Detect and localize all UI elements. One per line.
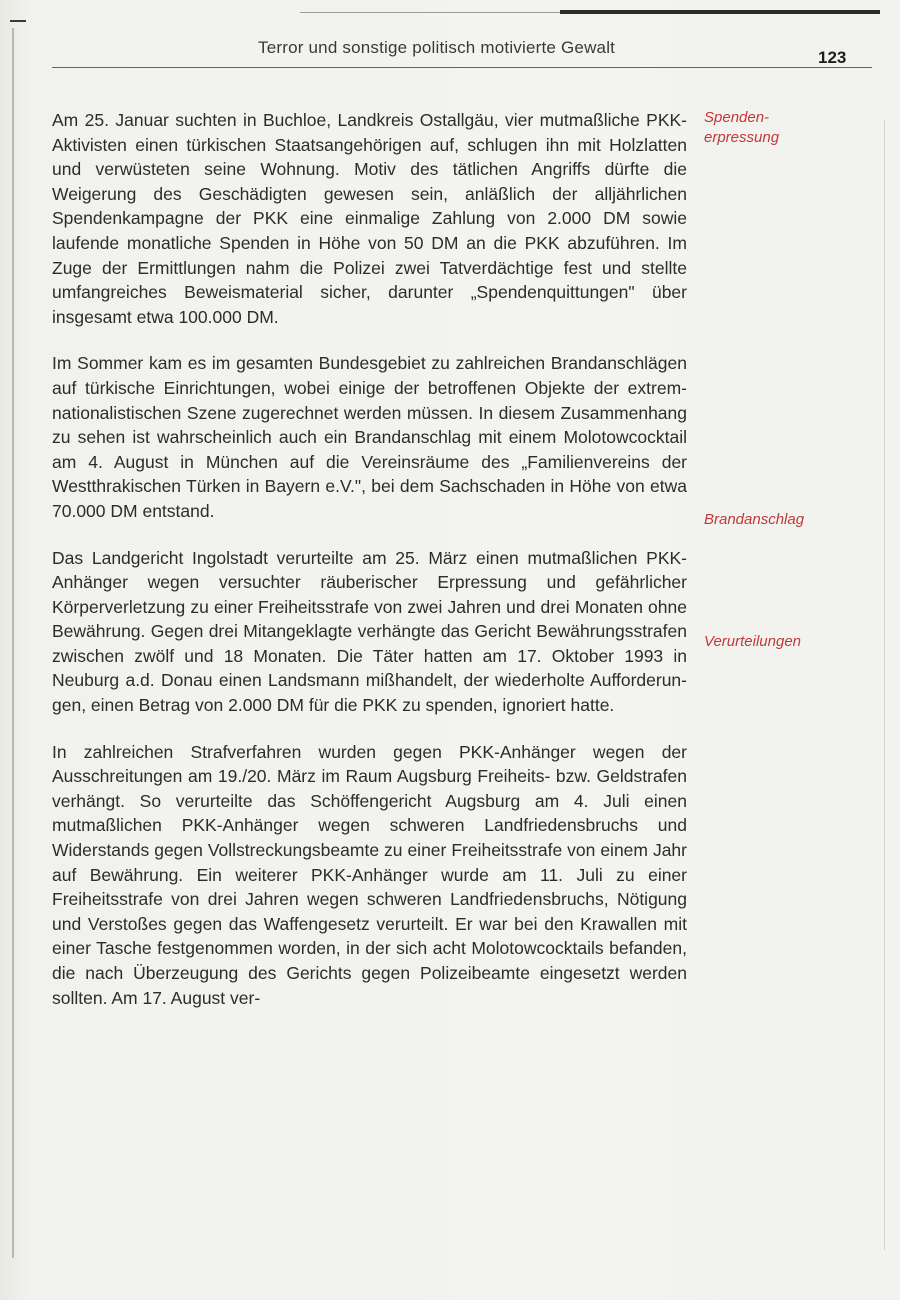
page-number: 123 [818, 48, 847, 67]
crop-mark [10, 20, 26, 28]
binding-edge [12, 28, 14, 1258]
page-edge-right [884, 120, 885, 1250]
paragraph-strafverfahren: In zahlreichen Strafverfahren wurden gegen PKK-Anhänger wegen der Ausschreitungen am 19./20. März im Raum Augsburg Freiheits- bzw. Geldstrafen verhängt. So verurteilte das Schöffengericht Augsburg am 4. Juli einen mutmaßlichen PKK-Anhänger wegen schweren Landfriedensbruchs und Widerstands gegen Vollstreckungsbeamte zu einer Freiheitsstrafe von einem Jahr auf Bewährung. Ein weiterer PKK-Anhänger wurde am 11. Juli zu einer Freiheitsstrafe von drei Jahren wegen schweren Landfriedensbruchs, Nötigung und Verstoßes gegen das Waffengesetz verurteilt. Er war bei den Krawallen mit einer Tasche festgenommen worden, in der sich acht Molotowcocktails befanden, die nach Überzeugung des Gerichts gegen Polizeibeamte eingesetzt werden sollten. Am 17. August ver- [52, 741, 687, 1008]
paragraph-verurteilungen: Das Landgericht Ingolstadt verurteilte am 25. März einen mutmaßlichen PKK-Anhänger wegen versuchter räuberischer Erpressung und gefährlicher Körperverletzung zu einer Freiheitsstrafe von zwei Jahren und drei Monaten ohne Bewährung. Gegen drei Mitangeklagte verhängte das Gericht Bewährungsstrafen zwischen zwölf und 18 Monaten. Die Täter hatten am 17. Oktober 1993 in Neuburg a.d. Donau einen Landsmann mißhandelt, der wiederholte Aufforderungen, einen Betrag von 2.000 DM für die PKK zu spenden, ignoriert hatte. [52, 547, 687, 716]
margin-note-brandanschlag: Brandanschlag [704, 511, 805, 528]
body-text [52, 108, 687, 1032]
top-rule-thick [560, 10, 880, 14]
running-title: Terror und sonstige politisch motivierte Gewalt [258, 38, 616, 57]
paragraph-spendenerpressung: Am 25. Januar suchten in Buchloe, Landkreis Ostallgäu, vier mutmaßliche PKK-Aktivisten einen türkischen Staatsangehörigen auf, schlugen ihn mit Holzlatten und verwüsteten seine Wohnung. Motiv des tätlichen Angriffs dürfte die Weigerung des Geschädigten gewesen sein, anläßlich der alljährlichen Spendenkampagne der PKK eine einmalige Zahlung von 2.000 DM sowie laufende monatliche Spenden in Höhe von 50 DM an die PKK abzuführen. Im Zuge der Ermittlungen nahm die Polizei zwei Tatverdächtige fest und stellte umfangreiches Beweismaterial sicher, darunter „Spendenquittungen" über insgesamt etwa 100.000 DM. [52, 110, 687, 327]
margin-note-spendenerpressung: Spenden- erpressung [704, 109, 780, 146]
margin-note-verurteilungen: Verurteilungen [704, 633, 802, 650]
top-rule-thin [300, 12, 560, 13]
paragraph-brandanschlag: Im Sommer kam es im gesamten Bundesgebiet zu zahlreichen Brandanschlägen auf türkische Einrichtungen, wobei einige der betroffenen Objekte der extrem-nationalistischen Szene zugerechnet werden müssen. In diesem Zusammenhang zu sehen ist wahrscheinlich auch ein Brandanschlag mit einem Molotowcocktail am 4. August in München auf die Vereinsräume des „Familienvereins der Westthrakischen Türken in Bayern e.V.", bei dem Sachschaden in Höhe von etwa 70.000 DM entstand. [52, 353, 687, 521]
header-rule [52, 67, 872, 68]
